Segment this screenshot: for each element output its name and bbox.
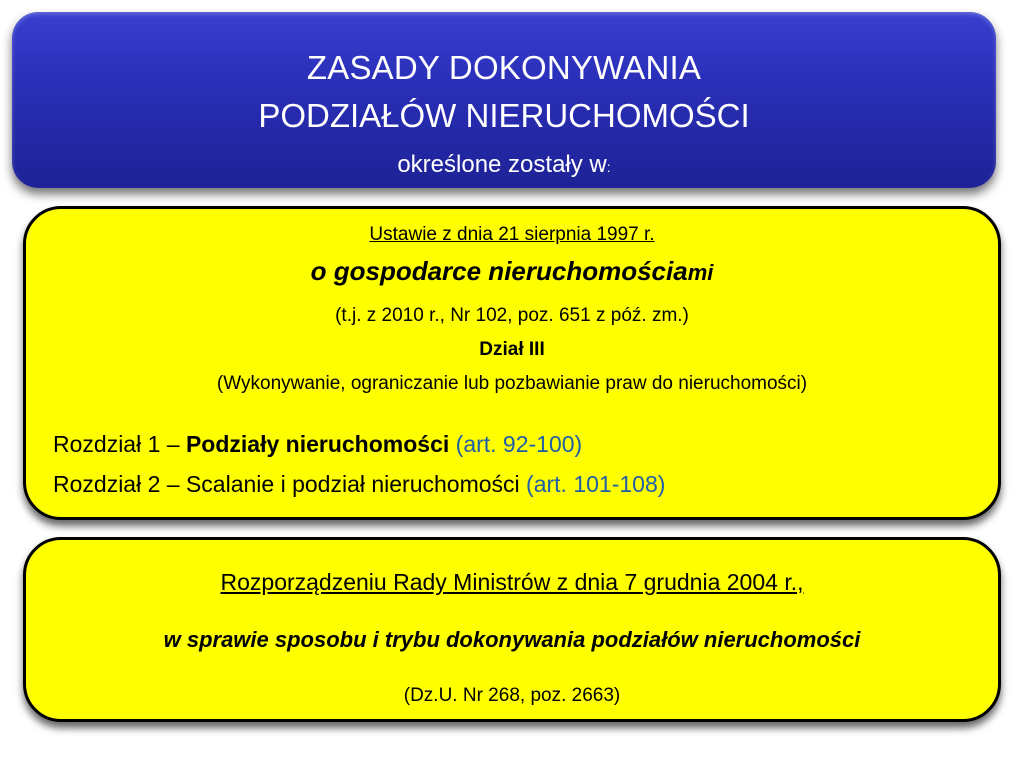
chapter-2-articles: (art. 101-108)	[526, 471, 666, 497]
act-intro: Ustawie z dnia 21 sierpnia 1997 r.	[369, 224, 655, 245]
header-box	[12, 12, 996, 188]
chapter-1-articles: (art. 92-100)	[455, 431, 583, 457]
act-title	[26, 255, 998, 289]
header-title-line2: PODZIAŁÓW NIERUCHOMOŚCI	[258, 97, 750, 134]
chapter-1	[53, 429, 582, 459]
header-subtitle-colon: :	[606, 159, 611, 175]
act-reference: (t.j. z 2010 r., Nr 102, poz. 651 z póź. zm.)	[335, 305, 689, 326]
header-title-line1: ZASADY DOKONYWANIA	[306, 49, 702, 86]
regulation-box	[23, 537, 1001, 722]
regulation-title: w sprawie sposobu i trybu dokonywania podziałów nieruchomości	[163, 627, 861, 652]
header-subtitle	[12, 150, 996, 182]
chapter-1-title: Podziały nieruchomości	[185, 431, 450, 457]
chapter-2-prefix: Rozdział 2 –	[53, 471, 186, 497]
act-title-main: o gospodarce nieruchomościa	[310, 256, 688, 286]
regulation-intro: Rozporządzeniu Rady Ministrów z dnia 7 grudnia 2004 r.,	[220, 569, 804, 595]
header-subtitle-text: określone zostały w	[397, 151, 607, 178]
chapter-2-title: Scalanie i podział nieruchomości	[185, 471, 520, 497]
act-title-suffix: mi	[687, 260, 714, 285]
act-section: Dział III	[479, 339, 545, 360]
act-box	[23, 206, 1001, 520]
chapter-2	[53, 469, 665, 499]
chapter-1-prefix: Rozdział 1 –	[53, 431, 186, 457]
act-section-description: (Wykonywanie, ograniczanie lub pozbawianie praw do nieruchomości)	[216, 373, 808, 394]
regulation-reference: (Dz.U. Nr 268, poz. 2663)	[403, 685, 621, 706]
